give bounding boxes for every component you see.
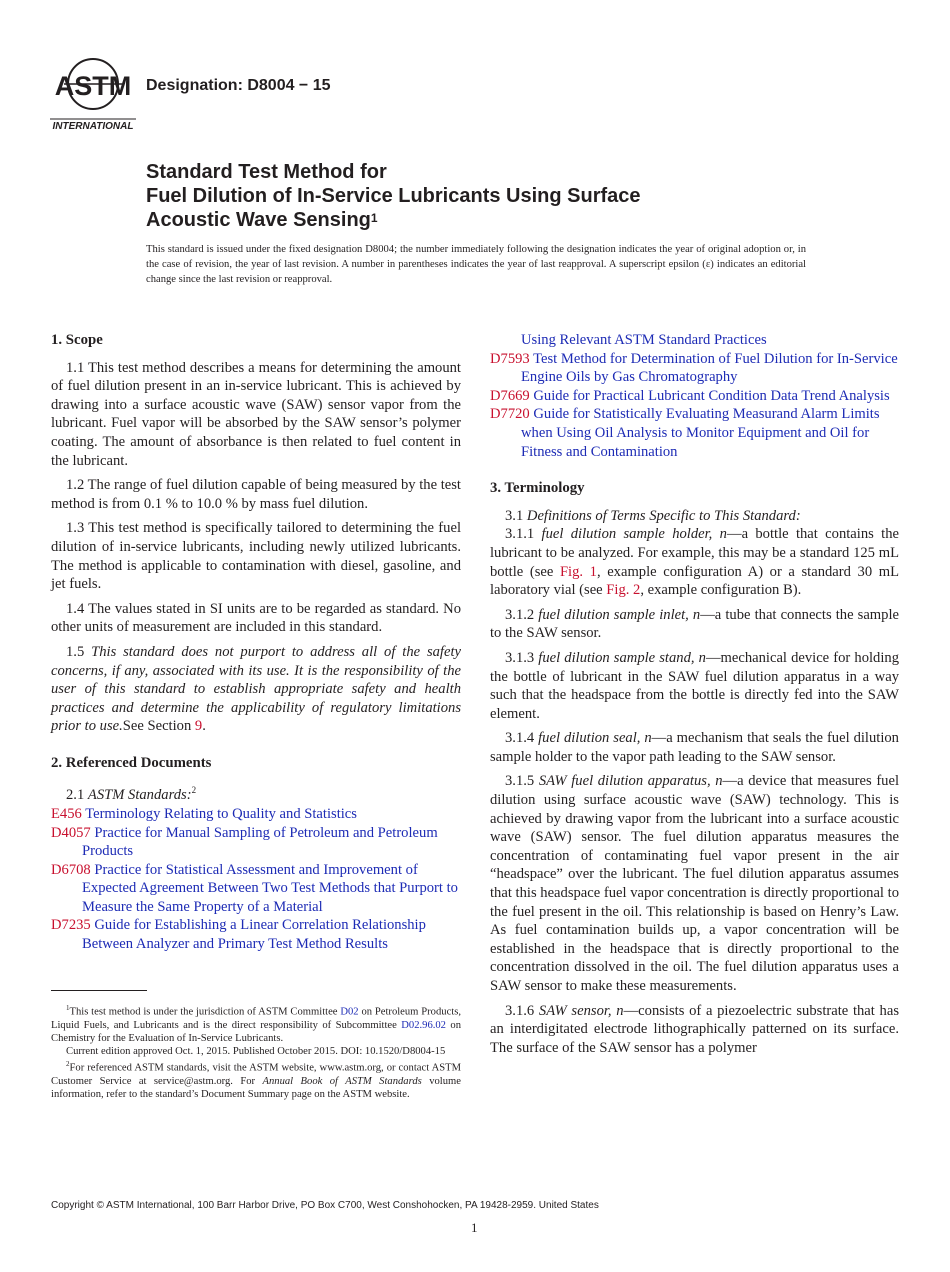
- para-3-1: [490, 507, 899, 526]
- ref-item-d6708[interactable]: [51, 861, 461, 917]
- para-1-5-end: .: [202, 718, 206, 735]
- term-name: SAW fuel dilution apparatus, n: [538, 773, 723, 790]
- page-number: 1: [471, 1220, 478, 1235]
- ref-code[interactable]: D6708: [51, 861, 91, 878]
- fig-1-link[interactable]: Fig. 1: [559, 563, 597, 580]
- ref-title[interactable]: Practice for Manual Sampling of Petroleum and Petroleum Products: [82, 824, 438, 860]
- term-num: 3.1.2: [505, 606, 535, 623]
- title-line-1: Standard Test Method for: [146, 161, 387, 183]
- footnote-2: [51, 1058, 461, 1101]
- ref-item-d7720[interactable]: [490, 405, 899, 461]
- ref-title[interactable]: Practice for Statistical Assessment and Improvement of Expected Agreement Between Two Test Methods that Purport to Measure the Same Property of a Material: [82, 861, 458, 915]
- footnote-1-c: on Chemistry for the Evaluation of In-Service Lubricants.: [51, 1019, 462, 1044]
- ref-item-d7669[interactable]: [490, 387, 899, 406]
- para-2-1: [51, 781, 461, 804]
- footnote-2-b: volume information, refer to the standard’s Document Summary page on the ASTM website.: [51, 1076, 461, 1101]
- para-3-1-1: [490, 525, 899, 599]
- term-name: fuel dilution sample inlet, n: [538, 606, 701, 623]
- ref-title[interactable]: Guide for Establishing a Linear Correlation Relationship Between Analyzer and Primary Test Method Results: [82, 917, 426, 953]
- scope-heading: 1. Scope: [51, 332, 103, 348]
- term-def-b: , example configuration A) or a standard 30 mL laboratory vial (see: [490, 563, 899, 599]
- astm-logo: [50, 57, 136, 135]
- footnote-2-italic: Annual Book of ASTM Standards: [262, 1076, 422, 1088]
- term-def-a: —a bottle that contains the lubricant to be analyzed. For example, this may be a standard 125 mL bottle (see: [490, 526, 899, 580]
- committee-d02-link[interactable]: D02: [340, 1006, 359, 1018]
- term-name: fuel dilution sample holder, n: [541, 526, 727, 543]
- title-footnote-mark: 1: [370, 211, 378, 225]
- ref-item-d4057[interactable]: [51, 824, 461, 861]
- footnote-rule: [51, 990, 147, 991]
- right-column: [490, 331, 899, 1063]
- ref-code[interactable]: D4057: [51, 824, 91, 841]
- ref-item-d7235-continued[interactable]: [490, 331, 899, 350]
- logo-subtext: INTERNATIONAL: [52, 121, 134, 132]
- ref-code[interactable]: D7235: [51, 917, 91, 934]
- ref-code[interactable]: E456: [51, 805, 82, 822]
- title-line-3-text: Acoustic Wave Sensing: [146, 209, 371, 231]
- footnote-1-mark: 1: [66, 1004, 70, 1012]
- copyright-notice: Copyright © ASTM International, 100 Barr Harbor Drive, PO Box C700, West Conshohocken, PA 19428-2959. United States: [51, 1200, 599, 1211]
- para-1-5-caveat: This standard does not purport to address all of the safety concerns, if any, associated with its use. It is the responsibility of the user of this standard to establish appropriate safety and health practices and determine the applicability of regulatory limitations prior to use.: [51, 643, 461, 735]
- para-1-5-tail: See Section: [122, 718, 192, 735]
- para-3-1-label: Definitions of Terms Specific to This Standard:: [526, 507, 801, 524]
- term-def: —a mechanism that seals the fuel dilution sample holder to the vapor path leading to the SAW sensor.: [490, 730, 899, 765]
- para-1-5: [51, 643, 461, 736]
- ref-title[interactable]: Test Method for Determination of Fuel Dilution for In-Service Engine Oils by Gas Chromatography: [521, 350, 898, 386]
- terminology-heading: 3. Terminology: [490, 480, 585, 497]
- term-num: 3.1.6: [505, 1002, 535, 1019]
- para-1-5-num: 1.5: [66, 643, 85, 660]
- para-2-1-num: 2.1: [66, 787, 85, 804]
- left-column: [51, 331, 461, 954]
- para-1-2: 1.2 The range of fuel dilution capable of being measured by the test method is from 0.1 % to 10.0 % by mass fuel dilution.: [51, 477, 461, 512]
- para-3-1-4: [490, 729, 899, 766]
- refdocs-heading: 2. Referenced Documents: [51, 754, 212, 771]
- designation: Designation: D8004 − 15: [146, 77, 331, 94]
- title-line-2: Fuel Dilution of In-Service Lubricants Using Surface: [146, 185, 641, 207]
- footnote-1: [51, 1002, 461, 1045]
- term-def: —consists of a piezoelectric substrate that has an interdigitated electrode lithographically patterned on its surface. The surface of the SAW sensor has a polymer: [490, 1002, 899, 1056]
- ref-code[interactable]: D7669: [490, 387, 530, 404]
- ref-item-d7593[interactable]: [490, 350, 899, 387]
- footnote-1-b: on Petroleum Products, Liquid Fuels, and Lubricants and is the direct responsibility of Subcommittee: [51, 1006, 461, 1031]
- term-name: SAW sensor, n: [538, 1002, 624, 1019]
- term-num: 3.1.4: [505, 730, 535, 747]
- term-num: 3.1.3: [505, 649, 535, 666]
- para-3-1-num: 3.1: [505, 507, 524, 524]
- term-num: 3.1.5: [505, 773, 535, 790]
- term-num: 3.1.1: [505, 526, 535, 543]
- term-def: —mechanical device for holding the bottle of lubricant in the SAW fuel dilution apparatus in a way such that the headspace from the bottle is directly fed into the SAW element.: [490, 649, 899, 722]
- ref-title[interactable]: Guide for Practical Lubricant Condition Data Trend Analysis: [533, 387, 890, 404]
- para-3-1-2: [490, 606, 899, 643]
- para-1-3: 1.3 This test method is specifically tailored to determining the fuel dilution of in-service lubricants, including newly utilized lubricants. The method is applicable to contamination with diesel, gasoline, and jet fuels.: [51, 520, 461, 593]
- ref-code[interactable]: D7593: [490, 350, 530, 367]
- logo-text: ASTM: [54, 71, 132, 101]
- ref-title-continued[interactable]: Using Relevant ASTM Standard Practices: [521, 332, 767, 348]
- term-def-c: , example configuration B).: [640, 582, 802, 599]
- para-3-1-6: [490, 1002, 899, 1058]
- document-title: [146, 160, 846, 232]
- footnotes: [51, 1002, 461, 1101]
- para-3-1-3: [490, 649, 899, 723]
- ref-item-d7235[interactable]: [51, 916, 461, 953]
- subcommittee-link[interactable]: D02.96.02: [401, 1019, 446, 1031]
- para-1-1: 1.1 This test method describes a means for determining the amount of fuel dilution present in an in-service lubricant. This is achieved by drawing into a surface acoustic wave (SAW) sensor vapor from the lubricant. Fuel vapor will be absorbed by the SAW sensor’s polymer coating. The amount of absorbance is then related to fuel content in the lubricant.: [51, 359, 461, 469]
- para-3-1-5: [490, 772, 899, 995]
- standard-notice: This standard is issued under the fixed designation D8004; the number immediately following the designation indicates the year of original adoption or, in the case of revision, the year of last revision. A number in parentheses indicates the year of last reapproval. A superscript epsilon (ε) indicates an editorial change since the last revision or reapproval.: [146, 244, 806, 285]
- para-2-1-sup: 2: [191, 785, 197, 796]
- ref-item-e456[interactable]: [51, 805, 461, 824]
- fig-2-link[interactable]: Fig. 2: [606, 582, 641, 599]
- section-9-link[interactable]: 9: [194, 718, 203, 735]
- para-1-4: 1.4 The values stated in SI units are to be regarded as standard. No other units of measurement are included in this standard.: [51, 600, 461, 636]
- footnote-2-a: For referenced ASTM standards, visit the ASTM website, www.astm.org, or contact ASTM Customer Service at service@astm.org. For: [51, 1062, 461, 1088]
- title-line-3: [146, 208, 846, 232]
- footnote-2-mark: 2: [66, 1060, 70, 1069]
- term-name: fuel dilution seal, n: [538, 730, 652, 747]
- footnote-1-a: This test method is under the jurisdiction of ASTM Committee: [69, 1006, 341, 1018]
- ref-title[interactable]: Terminology Relating to Quality and Statistics: [85, 805, 357, 822]
- term-name: fuel dilution sample stand, n: [538, 649, 706, 666]
- footnote-edition: Current edition approved Oct. 1, 2015. Published October 2015. DOI: 10.1520/D8004-15: [66, 1046, 446, 1058]
- ref-title[interactable]: Guide for Statistically Evaluating Measurand Alarm Limits when Using Oil Analysis to Monitor Equipment and Oil for Fitness and Contamination: [521, 406, 880, 460]
- para-2-1-label: ASTM Standards:: [87, 787, 192, 804]
- term-def: —a tube that connects the sample to the SAW sensor.: [490, 606, 899, 642]
- term-def: —a device that measures fuel dilution using surface acoustic wave (SAW) technology. This is achieved by drawing vapor from the lubricant into a surface acoustic wave (SAW) sensor. The fuel dilution apparatus measures the concentration of contaminating fuel vapor present in the air “headspace” over the lubricant. The fuel dilution apparatus assumes that this headspace fuel vapor concentration is directly proportional to the fuel present in the oil. This relationship is based on Henry’s Law. As fuel contamination builds up, a vapor concentration will be established in the headspace that is directly proportional to the concentration dissolved in the oil. The fuel dilution apparatus uses a SAW sensor to make these measurements.: [490, 773, 900, 994]
- ref-code[interactable]: D7720: [490, 406, 530, 423]
